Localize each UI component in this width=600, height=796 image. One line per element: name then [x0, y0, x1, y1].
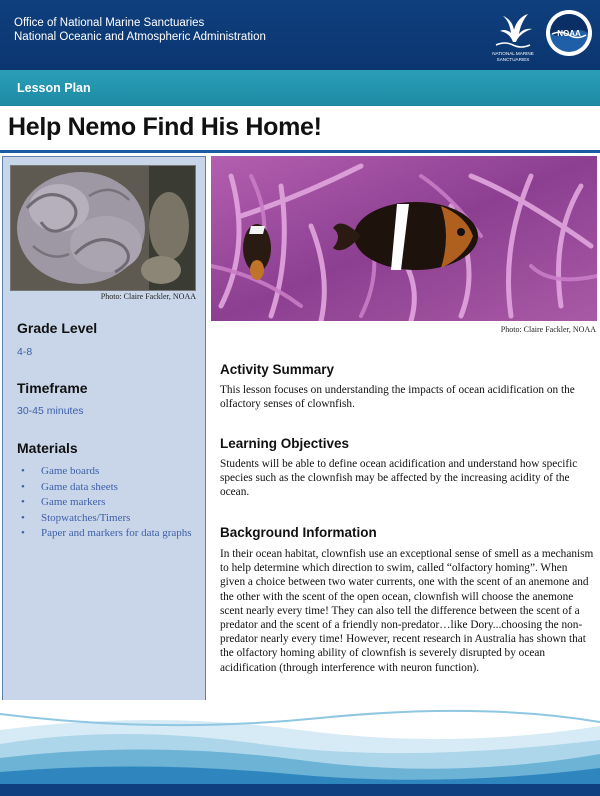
learning-objectives-heading: Learning Objectives	[220, 436, 350, 451]
activity-summary-text: This lesson focuses on understanding the impacts of ocean acidification on the olfactory senses of clownfish.	[220, 384, 575, 411]
timeframe-heading: Timeframe	[17, 380, 88, 396]
clownfish-photo-credit: Photo: Claire Fackler, NOAA	[500, 325, 596, 334]
background-information-heading: Background Information	[220, 525, 377, 540]
noaa-logo-text: NOAA	[557, 29, 581, 38]
page-header	[0, 0, 600, 70]
grade-level-heading: Grade Level	[17, 320, 98, 336]
materials-list-item: • Paper and markers for data graphs	[14, 526, 202, 541]
learning-objectives-text: Students will be able to define ocean acidification and understand how specific species such as the clownfish may be affected by the increasing acidity of the ocean.	[220, 458, 578, 499]
sanctuaries-logo-text-line1: NATIONAL MARINE	[492, 51, 534, 56]
timeframe-value: 30-45 minutes	[17, 405, 84, 417]
coral-photo-credit: Photo: Claire Fackler, NOAA	[100, 292, 196, 301]
materials-list	[14, 464, 202, 542]
clownfish-photo	[211, 156, 597, 321]
page-title: Help Nemo Find His Home!	[8, 113, 322, 141]
sanctuaries-logo-text-line2: SANCTUARIES	[496, 57, 530, 62]
materials-list-item: • Game boards	[14, 464, 202, 479]
noaa-logo	[544, 8, 594, 58]
coral-photo	[10, 165, 196, 291]
footer-waves	[0, 700, 600, 796]
grade-level-value: 4-8	[17, 346, 33, 358]
materials-heading: Materials	[17, 440, 78, 456]
activity-summary-heading: Activity Summary	[220, 362, 335, 377]
marine-sanctuaries-logo	[488, 8, 538, 64]
org-name-line1: Office of National Marine Sanctuaries	[14, 17, 205, 29]
lesson-plan-banner	[0, 70, 600, 106]
org-name-line2: National Oceanic and Atmospheric Administration	[14, 31, 266, 43]
materials-list-item: • Stopwatches/Timers	[14, 511, 202, 526]
materials-list-item: • Game data sheets	[14, 480, 202, 495]
materials-list-item: • Game markers	[14, 495, 202, 510]
lesson-plan-label: Lesson Plan	[17, 81, 91, 95]
title-divider	[0, 150, 600, 153]
background-information-text: In their ocean habitat, clownfish use an exceptional sense of smell as a mechanism to help determine which direction to swim, called “olfactory homing”. When given a choice between two water currents, one with the scent of an anemone and the other with the scent of the open ocean, clownfish will choose the anemone scent nearly every time! They can also tell the difference between the scent of a predator and the scent of a friendly non-predator…like Dory...choosing the non-predator nearly every time! However, recent research in Australia has shown that the olfactory homing ability of clownfish is severely disrupted by ocean acidification (through interference with neuron function).	[220, 548, 594, 674]
